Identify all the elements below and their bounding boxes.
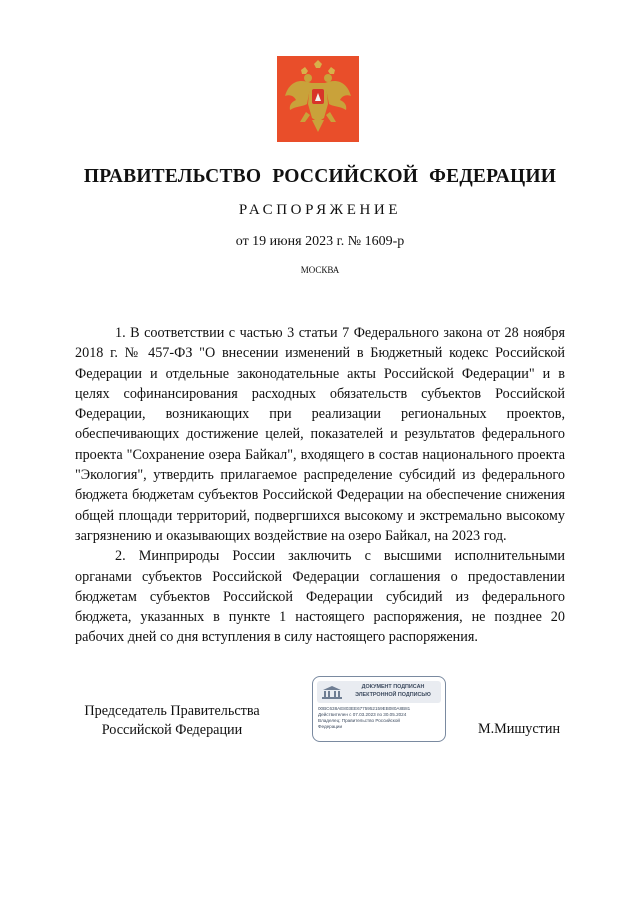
certificate-validity: Действителен с 07.03.2023 по 30.05.2024 — [318, 712, 407, 718]
paragraph-1: 1. В соответствии с частью 3 статьи 7 Федерального закона от 28 ноября 2018 г. № 457-ФЗ "О внесении изменений в Бюджетный кодекс Российской Федерации и отдельные законодательные акты Российской Федерации" и в целях софинансирования расходных обязательств субъектов Российской Федерации, возникающих при реализации региональных проектов, обеспечивающих достижение целей, показателей и результатов федерального проекта "Сохранение озера Байкал", входящего в состав национального проекта "Экология", утвердить прилагаемое распределение субсидий из федерального бюджета бюджетам субъектов Российской Федерации на обеспечение снижения общей площади территорий, подвергшихся высокому и экстремально высокому загрязнению и оказывающих воздействие на озеро Байкал, на 2023 год. — [75, 325, 565, 544]
government-building-icon — [321, 685, 343, 700]
signatory-name: М.Мишустин — [478, 721, 561, 737]
e-signature-stamp — [312, 676, 446, 742]
stamp-header — [317, 681, 441, 703]
signatory-position — [62, 702, 282, 740]
document-type: РАСПОРЯЖЕНИЕ — [238, 202, 402, 218]
stamp-title-line-2: ЭЛЕКТРОННОЙ ПОДПИСЬЮ — [355, 691, 431, 698]
document-body — [75, 323, 565, 648]
document-city: МОСКВА — [300, 265, 340, 275]
certificate-serial: 00BC638AE803EE6775952159EB080A8B81 — [318, 706, 411, 711]
stamp-title — [347, 684, 439, 699]
stamp-details — [318, 706, 442, 730]
government-title: ПРАВИТЕЛЬСТВО РОССИЙСКОЙ ФЕДЕРАЦИИ — [83, 166, 557, 187]
paragraph-2: 2. Минприроды России заключить с высшими исполнительными органами субъектов Российской Федерации соглашения о предоставлении бюджетам субъектов Российской Федерации субсидий из федерального бюджета, указанных в пункте 1 настоящего распоряжения, не позднее 20 рабочих дней со дня вступления в силу настоящего распоряжения. — [75, 548, 565, 646]
signatory-position-line-2: Российской Федерации — [101, 722, 243, 738]
stamp-title-line-1: ДОКУМЕНТ ПОДПИСАН — [361, 684, 425, 690]
certificate-owner-line-1: Владелец: Правительство Российской — [318, 718, 400, 724]
coat-of-arms-icon — [277, 56, 359, 142]
document-date-number: от 19 июня 2023 г. № 1609-р — [235, 234, 405, 249]
certificate-owner-line-2: Федерации — [318, 724, 343, 730]
signatory-position-line-1: Председатель Правительства — [84, 703, 260, 719]
